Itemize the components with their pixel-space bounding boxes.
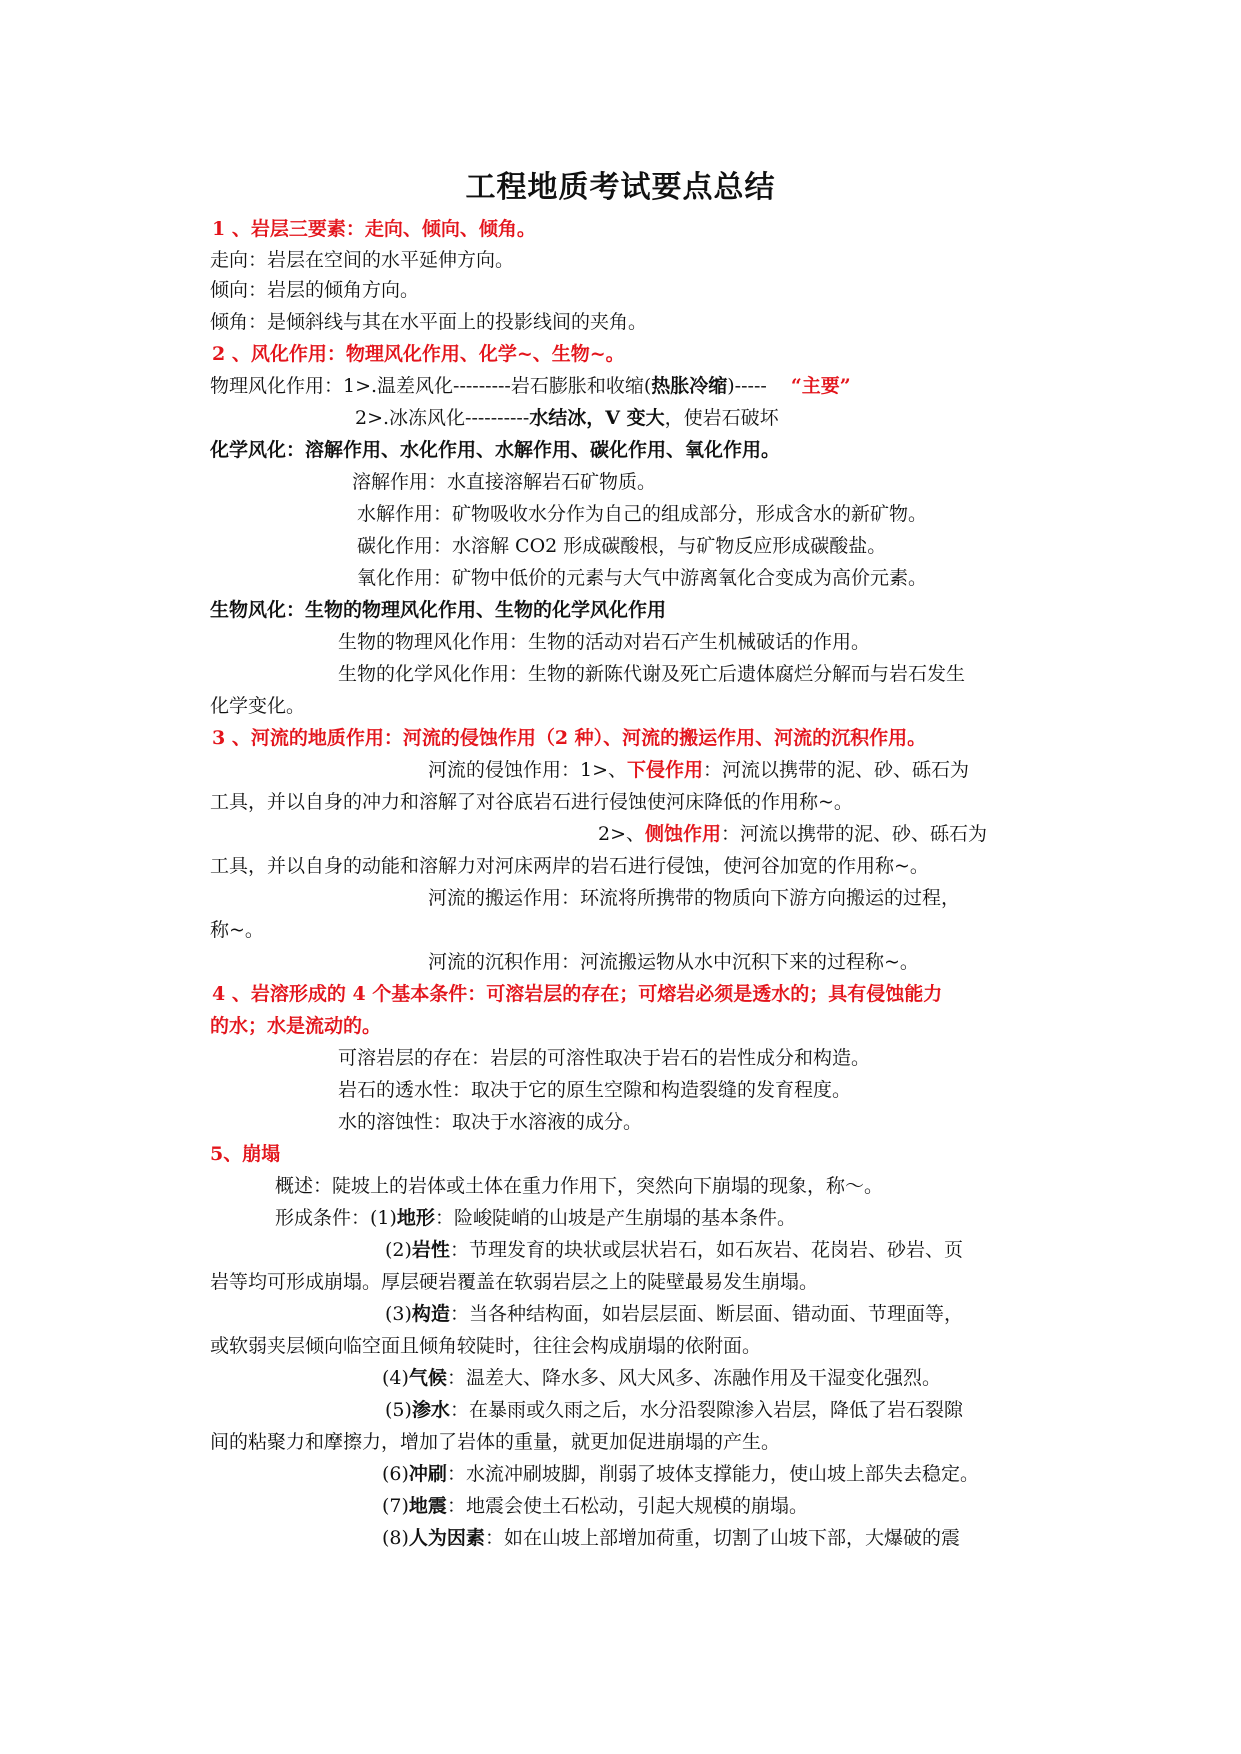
oxidation-definition: 氧化作用：矿物中低价的元素与大气中游离氧化合变成为高价元素。 xyxy=(357,567,928,589)
dip-direction-definition: 倾向：岩层的倾角方向。 xyxy=(210,279,420,301)
main-tag: “主要” xyxy=(790,375,851,397)
dip-angle-definition: 倾角：是倾斜线与其在水平面上的投影线间的夹角。 xyxy=(210,311,648,333)
condition-1-text: ：险峻陡峭的山坡是产生崩塌的基本条件。 xyxy=(434,1207,796,1229)
physical-weathering-bold: 热胀冷缩 xyxy=(651,375,728,397)
condition-8-num: (8) xyxy=(382,1527,409,1549)
condition-1 xyxy=(275,1204,796,1232)
section-4-heading: 4 、岩溶形成的 4 个基本条件：可溶岩层的存在；可熔岩必须是透水的；具有侵蚀能力 xyxy=(212,983,943,1005)
condition-6-num: (6) xyxy=(382,1463,409,1485)
condition-4-text: ：温差大、降水多、风大风多、冻融作用及干湿变化强烈。 xyxy=(446,1367,941,1389)
lateral-erosion-continued: 工具，并以自身的动能和溶解力对河床两岸的岩石进行侵蚀，使河谷加宽的作用称~。 xyxy=(210,855,929,877)
condition-7-num: (7) xyxy=(382,1495,409,1517)
lateral-erosion-text: ：河流以携带的泥、砂、砾石为 xyxy=(721,823,988,845)
condition-1-prefix: 形成条件：(1) xyxy=(275,1207,397,1229)
corrosivity-definition: 水的溶蚀性：取决于水溶液的成分。 xyxy=(338,1111,643,1133)
condition-2 xyxy=(385,1236,963,1264)
condition-6 xyxy=(382,1460,979,1488)
condition-4 xyxy=(382,1364,941,1392)
frost-suffix: ，使岩石破坏 xyxy=(664,407,779,429)
section-1-heading: 1 、岩层三要素：走向、倾向、倾角。 xyxy=(212,218,536,240)
condition-8 xyxy=(382,1524,960,1552)
condition-5-num: (5) xyxy=(385,1399,412,1421)
transport-definition: 河流的搬运作用：环流将所携带的物质向下游方向搬运的过程， xyxy=(428,887,961,909)
condition-2-label: 岩性 xyxy=(411,1239,450,1261)
bio-chemical-continued: 化学变化。 xyxy=(210,695,306,717)
erosion-prefix: 河流的侵蚀作用：1>、 xyxy=(428,759,628,781)
condition-2-continued: 岩等均可形成崩塌。厚层硬岩覆盖在软弱岩层之上的陡壁最易发生崩塌。 xyxy=(210,1271,819,1293)
soluble-rock-definition: 可溶岩层的存在：岩层的可溶性取决于岩石的岩性成分和构造。 xyxy=(338,1047,871,1069)
condition-2-num: (2) xyxy=(385,1239,412,1261)
condition-5-text: ：在暴雨或久雨之后，水分沿裂隙渗入岩层，降低了岩石裂隙 xyxy=(449,1399,963,1421)
downcutting-label: 下侵作用 xyxy=(627,759,704,781)
deposition-definition: 河流的沉积作用：河流搬运物从水中沉积下来的过程称~。 xyxy=(428,951,919,973)
condition-5-label: 渗水 xyxy=(411,1399,450,1421)
condition-3-text: ：当各种结构面，如岩层层面、断层面、错动面、节理面等， xyxy=(449,1303,963,1325)
condition-1-label: 地形 xyxy=(396,1207,435,1229)
carbonation-definition: 碳化作用：水溶解 CO2 形成碳酸根，与矿物反应形成碳酸盐。 xyxy=(357,535,887,557)
condition-2-text: ：节理发育的块状或层状岩石，如石灰岩、花岗岩、砂岩、页 xyxy=(449,1239,963,1261)
bio-chemical-definition: 生物的化学风化作用：生物的新陈代谢及死亡后遗体腐烂分解而与岩石发生 xyxy=(338,663,966,685)
erosion-line xyxy=(428,756,969,784)
condition-3-num: (3) xyxy=(385,1303,412,1325)
physical-weathering-prefix: 物理风化作用：1>.温差风化---------岩石膨胀和收缩( xyxy=(210,375,652,397)
lateral-erosion-label: 侧蚀作用 xyxy=(645,823,722,845)
frost-prefix: 2>.冰冻风化---------- xyxy=(355,407,530,429)
condition-3-label: 构造 xyxy=(411,1303,450,1325)
condition-4-num: (4) xyxy=(382,1367,409,1389)
section-3-heading: 3 、河流的地质作用：河流的侵蚀作用（2 种）、河流的搬运作用、河流的沉积作用。 xyxy=(212,727,927,749)
permeability-definition: 岩石的透水性：取决于它的原生空隙和构造裂缝的发育程度。 xyxy=(338,1079,852,1101)
physical-weathering-mid: )----- xyxy=(727,375,773,397)
lateral-prefix: 2>、 xyxy=(598,823,646,845)
condition-8-label: 人为因素 xyxy=(408,1527,485,1549)
condition-7-text: ：地震会使土石松动，引起大规模的崩塌。 xyxy=(446,1495,808,1517)
transport-continued: 称~。 xyxy=(210,919,264,941)
strike-definition: 走向：岩层在空间的水平延伸方向。 xyxy=(210,249,515,271)
physical-weathering-line xyxy=(210,372,851,400)
page-title: 工程地质考试要点总结 xyxy=(465,170,776,205)
biological-weathering-heading: 生物风化：生物的物理风化作用、生物的化学风化作用 xyxy=(210,599,667,621)
condition-8-text: ：如在山坡上部增加荷重，切割了山坡下部，大爆破的震 xyxy=(484,1527,960,1549)
section-5-heading: 5、崩塌 xyxy=(210,1143,281,1165)
condition-3-continued: 或软弱夹层倾向临空面且倾角较陡时，往往会构成崩塌的依附面。 xyxy=(210,1335,762,1357)
condition-7-label: 地震 xyxy=(408,1495,447,1517)
condition-5 xyxy=(385,1396,963,1424)
condition-6-label: 冲刷 xyxy=(408,1463,447,1485)
hydrolysis-definition: 水解作用：矿物吸收水分作为自己的组成部分，形成含水的新矿物。 xyxy=(357,503,928,525)
frost-bold: 水结冰，V 变大 xyxy=(529,407,665,429)
condition-5-continued: 间的粘聚力和摩擦力，增加了岩体的重量，就更加促进崩塌的产生。 xyxy=(210,1431,781,1453)
collapse-overview: 概述：陡坡上的岩体或土体在重力作用下，突然向下崩塌的现象，称～。 xyxy=(275,1175,884,1197)
dissolution-definition: 溶解作用：水直接溶解岩石矿物质。 xyxy=(352,471,657,493)
section-4-heading-continued: 的水；水是流动的。 xyxy=(210,1015,382,1037)
downcutting-continued: 工具，并以自身的冲力和溶解了对谷底岩石进行侵蚀使河床降低的作用称~。 xyxy=(210,791,853,813)
condition-6-text: ：水流冲刷坡脚，削弱了坡体支撑能力，使山坡上部失去稳定。 xyxy=(446,1463,979,1485)
frost-weathering-line xyxy=(355,404,779,432)
downcutting-text: ：河流以携带的泥、砂、砾石为 xyxy=(703,759,970,781)
condition-3 xyxy=(385,1300,963,1328)
condition-7 xyxy=(382,1492,808,1520)
condition-4-label: 气候 xyxy=(408,1367,447,1389)
lateral-erosion-line xyxy=(598,820,987,848)
chemical-weathering-heading: 化学风化：溶解作用、水化作用、水解作用、碳化作用、氧化作用。 xyxy=(210,439,781,461)
bio-physical-definition: 生物的物理风化作用：生物的活动对岩石产生机械破话的作用。 xyxy=(338,631,871,653)
section-2-heading: 2 、风化作用：物理风化作用、化学~、生物~。 xyxy=(212,343,625,365)
